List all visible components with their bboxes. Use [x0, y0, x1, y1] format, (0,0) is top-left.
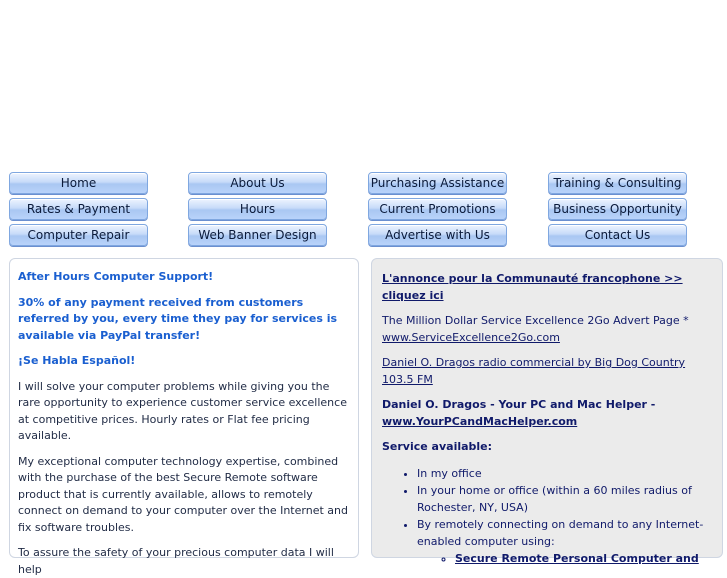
intro-paragraph: I will solve your computer problems while giving you the rare opportunity to experience customer service excellence at competitive prices. Hourly rates or Flat fee pricing available. — [18, 379, 347, 442]
nav-rates-button[interactable]: Rates & Payment — [9, 198, 148, 220]
secure-remote-link[interactable]: Secure Remote Personal Computer and — [455, 551, 699, 565]
expertise-paragraph: My exceptional computer technology expertise, combined with the purchase of the best Secure Remote software product that is currently available, allows to remotely connect on demand to your computer over the Internet and fix software troubles. — [18, 454, 348, 534]
safety-paragraph: To assure the safety of your precious computer data I will help — [18, 546, 334, 576]
service-list — [382, 465, 712, 567]
referral-offer: 30% of any payment received from customers referred by you, every time they pay for services is available via PayPal transfer! — [18, 295, 338, 342]
support-heading: After Hours Computer Support! — [18, 270, 214, 283]
espanol-note: ¡Se Habla Español! — [18, 354, 136, 367]
nav-banner-button[interactable]: Web Banner Design — [188, 224, 327, 246]
main-content-panel — [9, 258, 359, 576]
service-heading: Service available: — [382, 440, 493, 453]
list-item: • In my office — [417, 465, 712, 482]
nav-training-button[interactable]: Training & Consulting — [548, 172, 687, 194]
advert-text: The Million Dollar Service Excellence 2Go Advert Page * — [382, 314, 689, 327]
helper-item — [382, 397, 712, 430]
list-item: • In your home or office (within a 60 miles radius of Rochester, NY, USA) — [417, 482, 712, 516]
nav-promotions-button[interactable]: Current Promotions — [368, 198, 507, 220]
advert-link[interactable]: www.ServiceExcellence2Go.com — [382, 330, 560, 344]
francophone-link[interactable]: L'annonce pour la Communauté francophone >> cliquez ici — [382, 272, 683, 302]
nav-about-button[interactable]: About Us — [188, 172, 327, 194]
nav-purchasing-button[interactable]: Purchasing Assistance — [368, 172, 507, 194]
list-item-text: By remotely connecting on demand to any Internet-enabled computer using: — [417, 517, 704, 548]
nav-contact-button[interactable]: Contact Us — [548, 224, 687, 246]
helper-text: Daniel O. Dragos - Your PC and Mac Helper - — [382, 398, 656, 411]
nav-repair-button[interactable]: Computer Repair — [9, 224, 148, 246]
sidebar-panel — [371, 258, 723, 565]
sub-list-item — [455, 550, 712, 567]
advert-item — [382, 313, 712, 346]
radio-commercial-link[interactable]: Daniel O. Dragos radio commercial by Big Dog Country 103.5 FM — [382, 356, 686, 386]
nav-business-button[interactable]: Business Opportunity — [548, 198, 687, 220]
helper-link[interactable]: www.YourPCandMacHelper.com — [382, 414, 578, 428]
nav-hours-button[interactable]: Hours — [188, 198, 327, 220]
list-item — [417, 516, 712, 567]
nav-advertise-button[interactable]: Advertise with Us — [368, 224, 507, 246]
nav-home-button[interactable]: Home — [9, 172, 148, 194]
